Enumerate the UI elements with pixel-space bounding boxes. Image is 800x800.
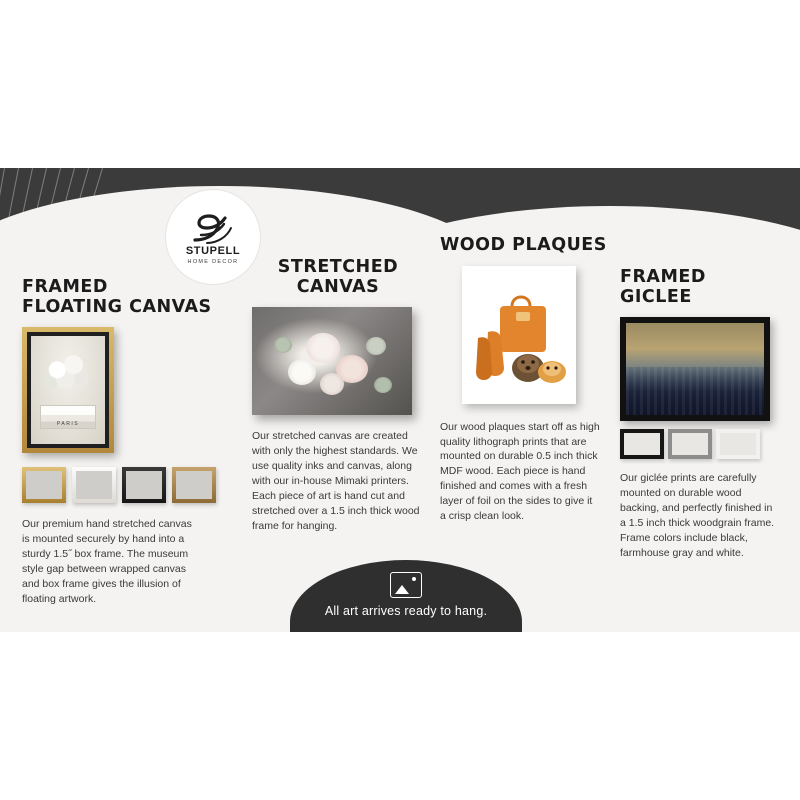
section-description: Our stretched canvas are created with only the highest standards. We use quality inks and canvas, along with our in-house Mimaki printers. Each piece of art is hand cut and stretched over a 1.5 inch thick wood frame for hanging. bbox=[252, 430, 420, 532]
frame-color-swatches bbox=[22, 467, 218, 503]
frame-color-samples bbox=[620, 429, 782, 459]
canvas-artwork-floral bbox=[252, 307, 412, 415]
image-frame-icon bbox=[390, 572, 422, 598]
artwork-abstract-landscape bbox=[626, 323, 764, 415]
section-title-line2: FLOATING CANVAS bbox=[22, 296, 212, 317]
leaf-1 bbox=[366, 337, 386, 355]
product-image-wood-plaque bbox=[462, 266, 576, 404]
section-title bbox=[440, 236, 608, 256]
handbag-illustration bbox=[468, 272, 570, 398]
brand-logo bbox=[166, 190, 260, 284]
section-title bbox=[22, 278, 218, 317]
artwork-caption: PARIS bbox=[56, 420, 80, 427]
section-description: Our wood plaques start off as high quality lithograph prints that are mounted on durable 0.5 inch thick MDF wood. Each piece is hand finished and comes with a fresh layer of foil on the sides to give it a crisp clean look. bbox=[440, 420, 600, 523]
banner-text: All art arrives ready to hang. bbox=[324, 604, 488, 618]
swatch-gold bbox=[22, 467, 66, 503]
frame-sample-gray bbox=[668, 429, 712, 459]
swatch-bronze bbox=[172, 467, 216, 503]
artwork-paris bbox=[31, 336, 105, 444]
leaf-2 bbox=[274, 337, 292, 353]
section-description: Our premium hand stretched canvas is mounted securely by hand into a sturdy 1.5˝ box frame. The museum style gap between wrapped canvas and box frame gives the illusion of floating artwork. bbox=[22, 518, 192, 605]
section-description: Our giclée prints are carefully mounted on durable wood backing, and perfectly finished in a 1.5 inch thick woodgrain frame. Frame colors include black, farmhouse gray and white. bbox=[620, 472, 775, 559]
frame-sample-white bbox=[716, 429, 760, 459]
ready-to-hang-banner bbox=[290, 560, 522, 632]
section-title-line1: FRAMED bbox=[22, 277, 108, 297]
leaf-3 bbox=[374, 377, 392, 393]
swatch-black bbox=[122, 467, 166, 503]
section-title-line1: WOOD PLAQUES bbox=[440, 235, 607, 255]
section-framed-giclee bbox=[620, 268, 782, 561]
bouquet-graphic bbox=[41, 353, 95, 395]
frame-gap bbox=[27, 332, 109, 448]
stupell-swoosh-icon bbox=[191, 210, 235, 244]
section-framed-floating-canvas bbox=[22, 278, 218, 607]
section-stretched-canvas bbox=[252, 258, 424, 534]
frame-sample-black bbox=[620, 429, 664, 459]
section-title bbox=[620, 268, 782, 307]
flower-1 bbox=[306, 333, 340, 363]
flower-4 bbox=[320, 373, 344, 395]
infographic-panel bbox=[0, 168, 800, 632]
section-title-line1: STRETCHED bbox=[277, 257, 399, 277]
header-wave-band bbox=[0, 168, 800, 240]
section-title-line1: FRAMED GICLEE bbox=[620, 267, 706, 307]
gold-box-frame bbox=[22, 327, 114, 453]
product-image-framed-giclee bbox=[620, 317, 770, 421]
swatch-white bbox=[72, 467, 116, 503]
flower-3 bbox=[288, 359, 316, 385]
section-title bbox=[252, 258, 424, 297]
section-title-line2: CANVAS bbox=[296, 276, 380, 297]
artwork-handbag-dogs bbox=[468, 272, 570, 398]
product-image-framed-floating-canvas bbox=[22, 327, 218, 503]
brand-name: STUPELL bbox=[185, 244, 241, 257]
product-image-stretched-canvas bbox=[252, 307, 412, 415]
section-wood-plaques bbox=[440, 236, 608, 524]
brand-tagline: HOME DECOR bbox=[187, 258, 239, 265]
